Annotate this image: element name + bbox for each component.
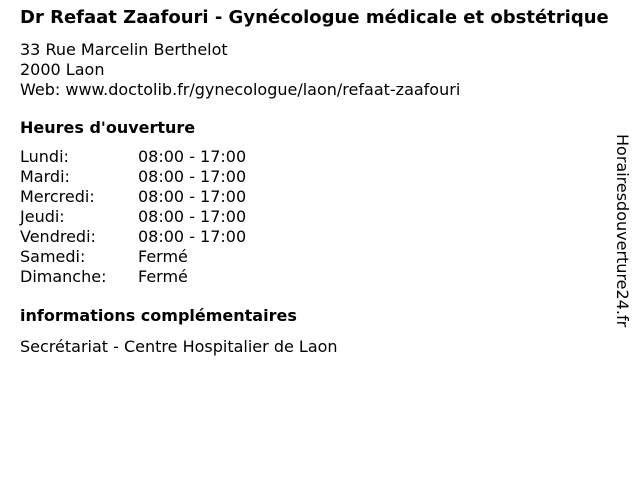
day-hours: Fermé bbox=[138, 267, 188, 286]
hours-row-friday bbox=[20, 227, 610, 247]
website-link[interactable]: Web: www.doctolib.fr/gynecologue/laon/refaat-zaafouri bbox=[20, 80, 461, 99]
day-label: Jeudi: bbox=[20, 207, 65, 226]
hours-row-sunday bbox=[20, 267, 610, 287]
day-hours: 08:00 - 17:00 bbox=[138, 227, 247, 246]
opening-hours-heading: Heures d'ouverture bbox=[20, 118, 196, 137]
additional-info-text: Secrétariat - Centre Hospitalier de Laon bbox=[20, 337, 338, 356]
day-label: Lundi: bbox=[20, 147, 69, 166]
page-title: Dr Refaat Zaafouri - Gynécologue médicale et obstétrique bbox=[20, 7, 609, 28]
business-card bbox=[20, 8, 610, 357]
hours-row-wednesday bbox=[20, 187, 610, 207]
street-address: 33 Rue Marcelin Berthelot bbox=[20, 40, 228, 59]
day-label: Samedi: bbox=[20, 247, 86, 266]
day-label: Vendredi: bbox=[20, 227, 96, 246]
day-hours: 08:00 - 17:00 bbox=[138, 167, 247, 186]
site-watermark bbox=[612, 134, 632, 374]
address-block bbox=[20, 40, 610, 100]
day-hours: Fermé bbox=[138, 247, 188, 266]
day-hours: 08:00 - 17:00 bbox=[138, 207, 247, 226]
city-address: 2000 Laon bbox=[20, 60, 105, 79]
hours-row-saturday bbox=[20, 247, 610, 267]
day-label: Mercredi: bbox=[20, 187, 95, 206]
opening-hours-table bbox=[20, 147, 610, 287]
additional-info-heading: informations complémentaires bbox=[20, 306, 297, 325]
hours-row-tuesday bbox=[20, 167, 610, 187]
hours-row-monday bbox=[20, 147, 610, 167]
day-hours: 08:00 - 17:00 bbox=[138, 147, 247, 166]
watermark-text: Horairesdouverture24.fr bbox=[613, 134, 632, 328]
day-hours: 08:00 - 17:00 bbox=[138, 187, 247, 206]
day-label: Dimanche: bbox=[20, 267, 107, 286]
day-label: Mardi: bbox=[20, 167, 70, 186]
hours-row-thursday bbox=[20, 207, 610, 227]
